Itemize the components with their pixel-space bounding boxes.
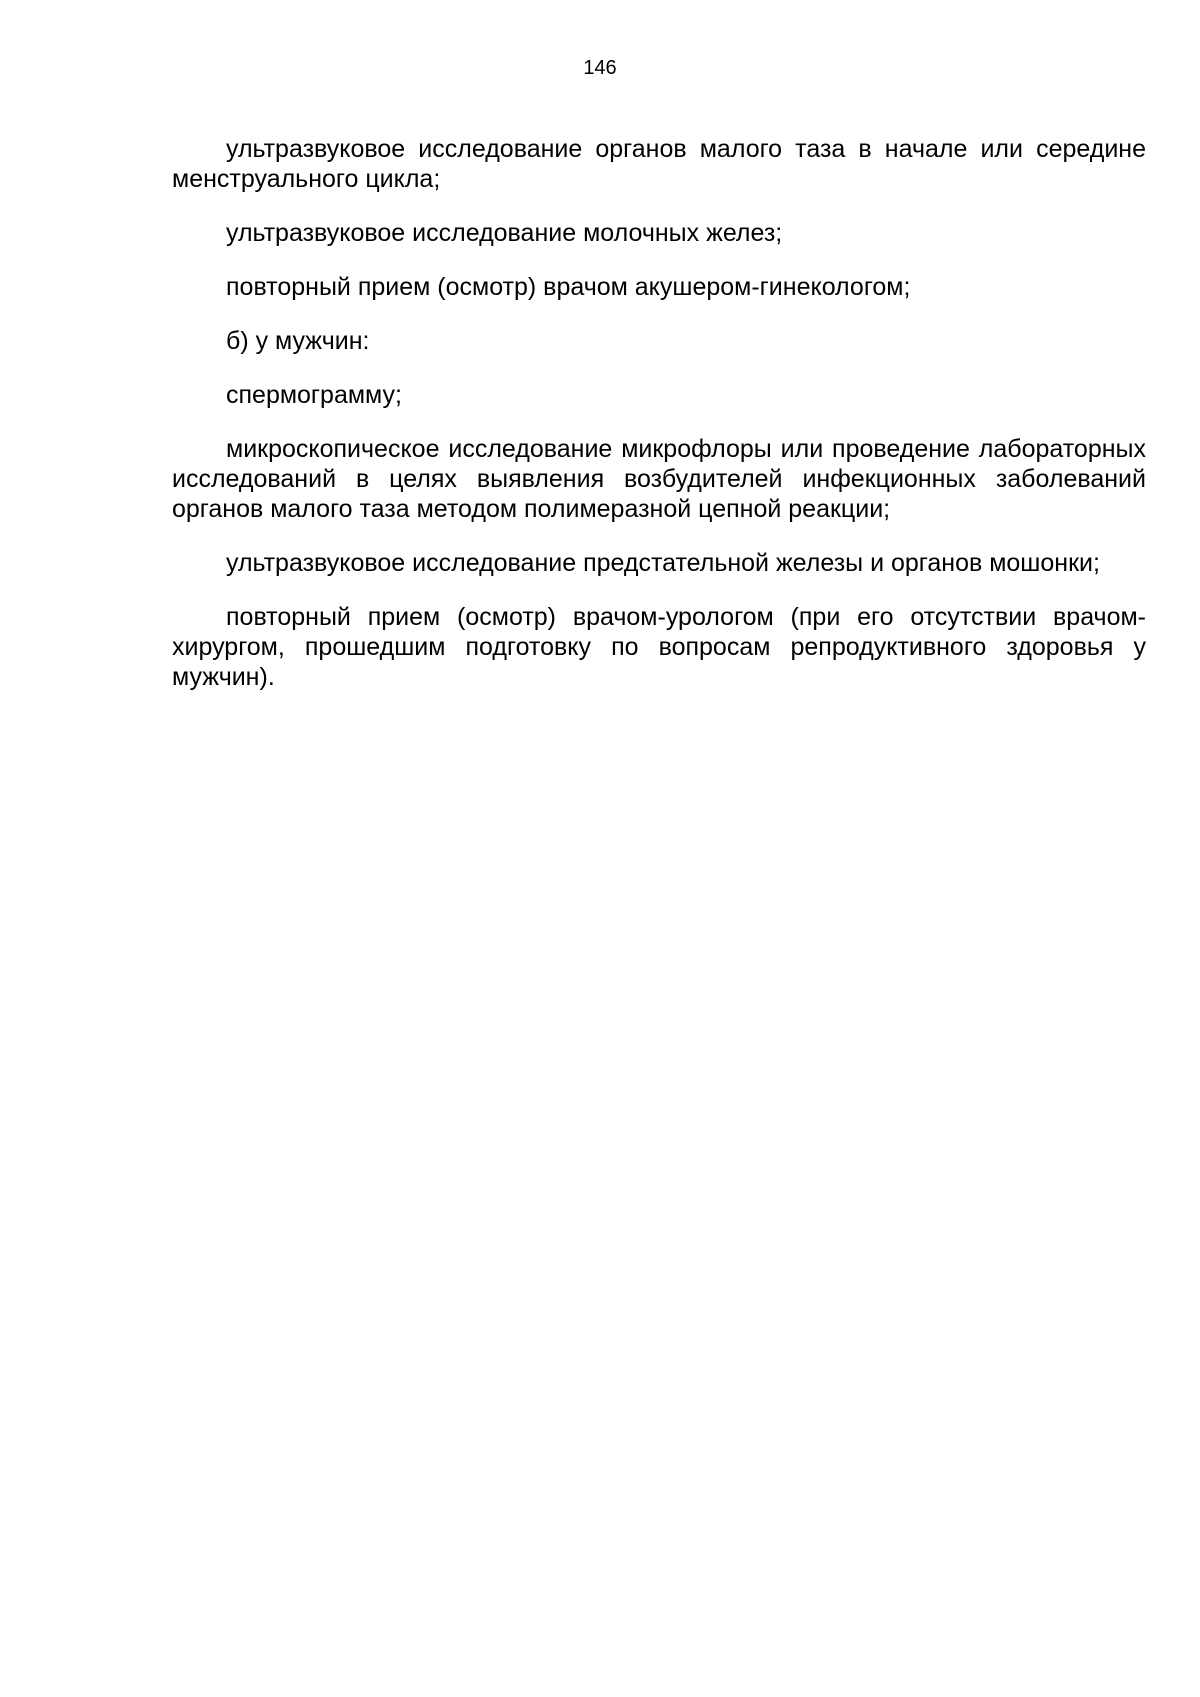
paragraph-pelvic-ultrasound: ультразвуковое исследование органов малого таза в начале или середине менструального цикла; bbox=[172, 135, 1146, 193]
paragraph-men-heading: б) у мужчин: bbox=[226, 327, 370, 355]
paragraph-prostate-ultrasound: ультразвуковое исследование предстательной железы и органов мошонки; bbox=[226, 549, 1100, 577]
paragraph-breast-ultrasound: ультразвуковое исследование молочных желез; bbox=[226, 219, 783, 247]
paragraph-spermogram: спермограмму; bbox=[226, 381, 402, 409]
document-body bbox=[172, 134, 1146, 716]
paragraph-urologist-visit: повторный прием (осмотр) врачом-урологом (при его отсутствии врачом-хирургом, прошедшим подготовку по вопросам репродуктивного здоровья у мужчин). bbox=[172, 603, 1146, 691]
paragraph-microscopic-study: микроскопическое исследование микрофлоры или проведение лабораторных исследований в целях выявления возбудителей инфекционных заболеваний органов малого таза методом полимеразной цепной реакции; bbox=[172, 435, 1146, 523]
page-number: 146 bbox=[583, 57, 617, 79]
paragraph-gynecologist-visit: повторный прием (осмотр) врачом акушером-гинекологом; bbox=[226, 273, 911, 301]
